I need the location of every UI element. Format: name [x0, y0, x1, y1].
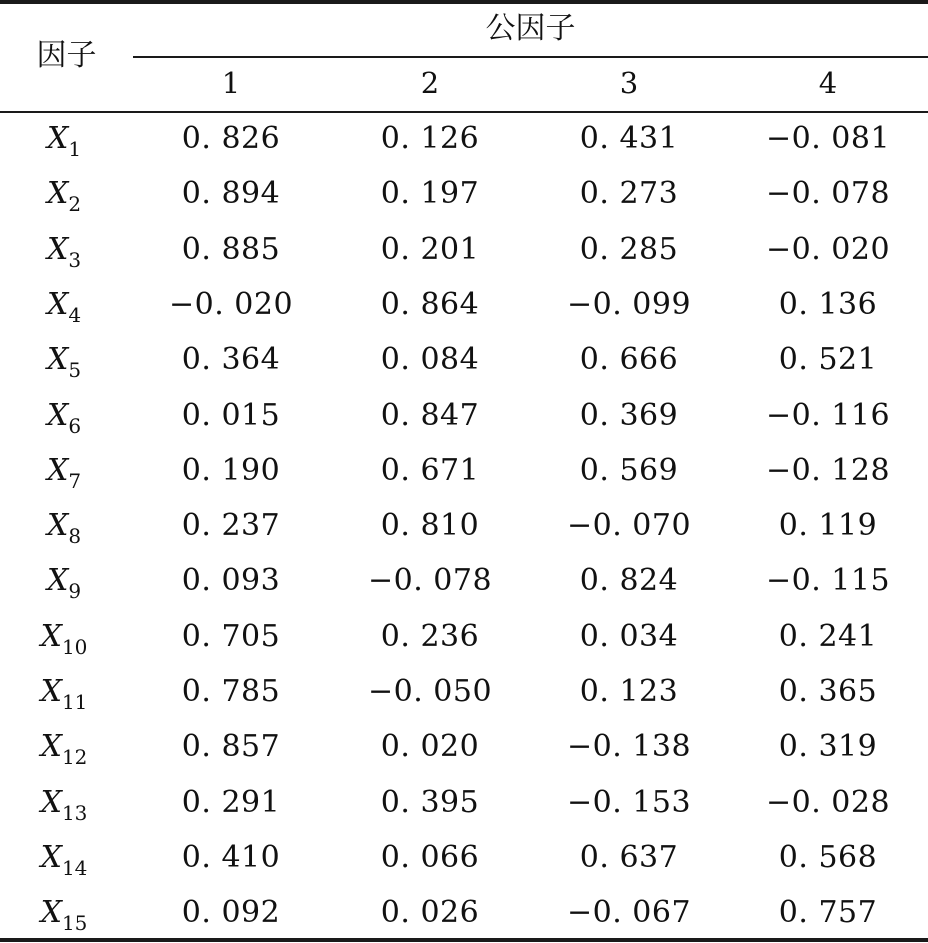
factor-header: 因子 — [36, 38, 97, 73]
loading-value-factor-2: 0. 236 — [380, 618, 480, 654]
loading-value-factor-3: 0. 123 — [579, 674, 679, 709]
loading-value-factor-4: −0. 020 — [765, 231, 891, 267]
loading-value-factor-3: 0. 824 — [579, 563, 679, 599]
variable-subscript: 15 — [61, 911, 88, 936]
common-factor-header: 公因子 — [485, 11, 576, 46]
loading-value-factor-1: 0. 885 — [181, 231, 281, 267]
variable-subscript: 3 — [68, 247, 82, 272]
variable-symbol: X — [46, 397, 69, 433]
loading-value-factor-1: −0. 020 — [168, 286, 294, 322]
loading-value-factor-4: 0. 521 — [778, 342, 878, 378]
loading-value-factor-2: 0. 197 — [380, 176, 480, 212]
loading-value-factor-3: −0. 067 — [566, 895, 692, 931]
loading-value-factor-4: 0. 568 — [778, 839, 878, 875]
loading-value-factor-3: −0. 153 — [566, 784, 692, 820]
variable-label — [0, 563, 128, 604]
loading-value-factor-2: 0. 864 — [380, 286, 480, 322]
loading-value-factor-4: −0. 115 — [765, 563, 891, 599]
loading-value-factor-3: 0. 637 — [579, 839, 679, 875]
column-header-4: 4 — [818, 66, 838, 100]
loading-value-factor-1: 0. 291 — [181, 784, 281, 820]
header-rule — [0, 111, 928, 113]
loading-value-factor-1: 0. 364 — [181, 342, 281, 378]
loading-value-factor-1: 0. 785 — [181, 674, 281, 709]
loading-value-factor-3: 0. 034 — [579, 618, 679, 654]
variable-label — [0, 839, 128, 880]
top-rule — [0, 0, 928, 4]
loading-value-factor-2: 0. 847 — [380, 397, 480, 433]
variable-symbol: X — [40, 895, 62, 931]
group-underline — [133, 56, 928, 58]
variable-subscript: 2 — [68, 192, 82, 217]
loading-value-factor-2: 0. 066 — [380, 839, 480, 875]
variable-symbol: X — [40, 839, 62, 875]
variable-label — [0, 231, 128, 272]
loading-value-factor-2: 0. 671 — [380, 452, 480, 488]
variable-symbol: X — [46, 342, 69, 378]
loading-value-factor-2: 0. 810 — [380, 508, 480, 544]
variable-subscript: 13 — [61, 800, 88, 825]
variable-label — [0, 121, 128, 161]
variable-symbol: X — [46, 231, 69, 267]
variable-subscript: 9 — [68, 579, 82, 604]
loading-value-factor-1: 0. 237 — [181, 508, 281, 544]
loading-value-factor-4: −0. 116 — [765, 397, 891, 433]
variable-symbol: X — [46, 176, 69, 212]
variable-symbol: X — [40, 618, 62, 654]
variable-symbol: X — [46, 121, 69, 156]
loading-value-factor-2: 0. 126 — [380, 121, 480, 156]
variable-label — [0, 674, 128, 714]
loading-value-factor-1: 0. 092 — [181, 895, 281, 931]
variable-label — [0, 397, 128, 438]
loading-value-factor-3: −0. 138 — [566, 729, 692, 765]
loading-value-factor-4: 0. 365 — [778, 674, 878, 709]
variable-symbol: X — [40, 674, 62, 709]
loading-value-factor-4: 0. 241 — [778, 618, 878, 654]
loading-value-factor-2: 0. 201 — [380, 231, 480, 267]
loading-value-factor-2: 0. 020 — [380, 729, 480, 765]
variable-subscript: 6 — [68, 413, 82, 438]
variable-symbol: X — [46, 508, 69, 544]
variable-symbol: X — [46, 286, 69, 322]
loading-value-factor-3: 0. 666 — [579, 342, 679, 378]
variable-subscript: 11 — [61, 690, 88, 714]
variable-subscript: 4 — [68, 302, 82, 327]
loading-value-factor-1: 0. 705 — [181, 618, 281, 654]
loading-value-factor-4: 0. 319 — [778, 729, 878, 765]
column-header-3: 3 — [619, 66, 639, 100]
loading-value-factor-4: 0. 136 — [778, 286, 878, 322]
loading-value-factor-3: 0. 273 — [579, 176, 679, 212]
loading-value-factor-2: 0. 084 — [380, 342, 480, 378]
variable-label — [0, 342, 128, 383]
variable-symbol: X — [40, 784, 62, 820]
bottom-rule — [0, 938, 928, 942]
column-header-2: 2 — [420, 66, 440, 100]
variable-label — [0, 618, 128, 659]
variable-label — [0, 895, 128, 936]
loading-value-factor-3: −0. 099 — [566, 286, 692, 322]
variable-subscript: 1 — [68, 137, 82, 161]
variable-subscript: 8 — [68, 524, 82, 549]
loading-value-factor-3: 0. 431 — [579, 121, 679, 156]
variable-subscript: 5 — [68, 358, 82, 383]
loading-value-factor-3: 0. 369 — [579, 397, 679, 433]
loading-value-factor-1: 0. 857 — [181, 729, 281, 765]
loading-value-factor-2: −0. 078 — [367, 563, 493, 599]
variable-label — [0, 176, 128, 217]
variable-symbol: X — [40, 729, 62, 765]
column-header-1: 1 — [221, 66, 241, 100]
loading-value-factor-1: 0. 190 — [181, 452, 281, 488]
variable-subscript: 14 — [61, 855, 88, 880]
loading-value-factor-1: 0. 826 — [181, 121, 281, 156]
loading-value-factor-4: −0. 081 — [765, 121, 891, 156]
loading-value-factor-2: 0. 026 — [380, 895, 480, 931]
loading-value-factor-4: −0. 128 — [765, 452, 891, 488]
loading-value-factor-2: 0. 395 — [380, 784, 480, 820]
variable-symbol: X — [46, 563, 69, 599]
loading-value-factor-1: 0. 015 — [181, 397, 281, 433]
loading-value-factor-4: −0. 078 — [765, 176, 891, 212]
variable-symbol: X — [46, 452, 69, 488]
variable-subscript: 12 — [61, 745, 88, 770]
loading-value-factor-4: 0. 119 — [778, 508, 878, 544]
loading-value-factor-4: 0. 757 — [778, 895, 878, 931]
variable-label — [0, 784, 128, 825]
variable-label — [0, 508, 128, 549]
variable-label — [0, 729, 128, 770]
loading-value-factor-3: −0. 070 — [566, 508, 692, 544]
variable-label — [0, 286, 128, 327]
loading-value-factor-1: 0. 093 — [181, 563, 281, 599]
variable-subscript: 10 — [61, 634, 88, 659]
variable-label — [0, 452, 128, 493]
loading-value-factor-3: 0. 569 — [579, 452, 679, 488]
loading-value-factor-2: −0. 050 — [367, 674, 493, 709]
loading-value-factor-4: −0. 028 — [765, 784, 891, 820]
loading-value-factor-3: 0. 285 — [579, 231, 679, 267]
variable-subscript: 7 — [68, 468, 82, 493]
loading-value-factor-1: 0. 410 — [181, 839, 281, 875]
loading-value-factor-1: 0. 894 — [181, 176, 281, 212]
